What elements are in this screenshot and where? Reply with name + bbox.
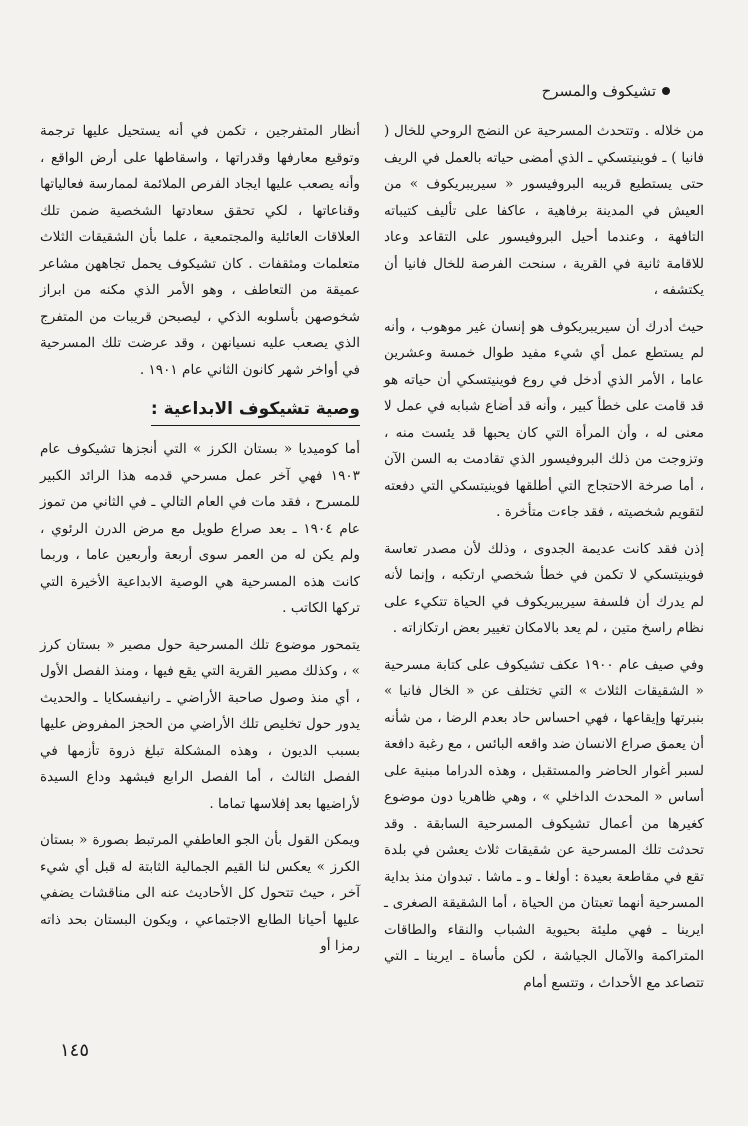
left-paragraph-2: أما كوميديا « بستان الكرز » التي أنجزها تشيكوف عام ١٩٠٣ فهي آخر عمل مسرحي قدمه هذا الرائد الكبير للمسرح ، فقد مات في العام التالي ـ في الثاني من تموز عام ١٩٠٤ ـ بعد صراع طويل مع مرض الدرن الرئوي ، ولم يكن له من العمر سوى أربعة وأربعين عاما ، وربما كانت هذه المسرحية هي الوصية الابداعية الأخيرة التي تركها الكاتب . [40,441,360,616]
right-paragraph-1: من خلاله . وتتحدث المسرحية عن النضج الروحي للخال ( فانيا ) ـ فوينيتسكي ـ الذي أمضى حياته بالعمل في الريف حتى يستطيع قريبه البروفيسور « سيريبريكوف » من العيش في المدينة برفاهية ، عاكفا على تأليف كتيباته التافهة ، وعندما أحيل البروفيسور على التقاعد وعاد للاقامة ثانية في القرية ، سنحت الفرصة للخال فانيا أن يكتشفه ، [384,123,704,298]
left-paragraph-4: ويمكن القول بأن الجو العاطفي المرتبط بصورة « بستان الكرز » يعكس لنا القيم الجمالية الثابتة له قبل أي شيء آخر ، حيث تتحول كل الأحاديث عنه الى مناقشات يضفي عليها أحيانا الطابع الاجتماعي ، ويكون البستان بحد ذاته رمزا أو [40,832,360,954]
right-paragraph-4: وفي صيف عام ١٩٠٠ عكف تشيكوف على كتابة مسرحية « الشقيقات الثلاث » التي تختلف عن « الخال فانيا » بنبرتها وإيقاعها ، فهي احساس حاد بعدم الرضا ، من شأنه أن يعمق صراع الانسان ضد واقعه البائس ، مع رغبة دافعة لسبر أغوار الحاضر والمستقبل ، وهذه الدراما مبنية على أساس « المحدث الداخلي » ، وهي ظاهريا دون موضوع كغيرها من أعمال تشيكوف المسرحية السابقة . وقد تحدثت تلك المسرحية عن شقيقات ثلاث يعشن في بلدة تقع في مقاطعة بعيدة : أولغا ـ و ـ ماشا . تبدوان منذ بداية المسرحية أنهما تعبتان من الحياة ، أما الشقيقة الصغرى ـ ايرينا ـ فهي مليئة بحيوية الشباب والنقاء والطاقات المتراكمة والآمال الجياشة ، لكن مأساة ـ ايرينا ـ التي تتصاعد مع الأحداث ، وتتسع أمام [384,656,704,991]
section-heading: وصية تشيكوف الابداعية : [151,395,360,426]
left-column [40,118,360,970]
page-number: ١٤٥ [60,1040,90,1061]
left-paragraph-3: يتمحور موضوع تلك المسرحية حول مصير « بستان كرز » ، وكذلك مصير القرية التي يقع فيها ، ومنذ الفصل الأول ، أي منذ وصول صاحبة الأراضي ـ رانيفسكايا ـ والحديث يدور حول تخليص تلك الأراضي من الحجز المفروض عليها بسبب الديون ، وهذه المشكلة تبلغ ذروة تأزمها في الفصل الثالث ، أما الفصل الرابع فيشهد وداع السيدة لأراضيها بعد إفلاسها تماما . [40,636,360,812]
running-header [542,82,670,100]
right-paragraph-2: حيث أدرك أن سيريبريكوف هو إنسان غير موهوب ، وأنه لم يستطع عمل أي شيء مفيد طوال خمسة وعشرين عاما ، الأمر الذي أدخل في روع فوينيتسكي أن حياته هو قد قامت على خطأ كبير ، وأنه قد أضاع شبابه في عمل لا معنى له ، وأن المرأة التي كان يحبها قد يئست منه ، وتزوجت من ذلك البروفيسور الذي تقادمت به السن الآن ، أما صرخة الاحتجاج التي أطلقها فوينيتسكي التي دفعته لتقويم شخصيته ، فقد جاءت متأخرة . [384,318,704,520]
right-column [384,118,704,1006]
right-paragraph-3: إذن فقد كانت عديمة الجدوى ، وذلك لأن مصدر تعاسة فوينيتسكي لا تكمن في خطأ شخصي ارتكبه ، وإنما لأنه لم يدرك أن فلسفة سيريبريكوف في الحياة تتكيء على نظام راسخ متين ، لم يعد بالامكان تغيير بعض ارتكازاته . [384,540,704,636]
left-paragraph-1: أنظار المتفرجين ، تكمن في أنه يستحيل عليها ترجمة وتوقيع معارفها وقدراتها ، واسقاطها على أرض الواقع ، وأنه يصعب عليها ايجاد الفرص الملائمة لممارسة فعالياتها وقناعاتها ، لكي تحقق سعادتها الشخصية ضمن تلك العلاقات العائلية والمجتمعية ، علما بأن الشقيقات الثلاث متعلمات ومثقفات . كان تشيكوف يحمل تجاههن مشاعر عميقة من التعاطف ، وهو الأمر الذي مكنه من ابراز شخوصهن بأسلوبه الذكي ، ليصبحن قريبات من المتفرج الذي يصعب عليه نسيانهن ، وقد عرضت تلك المسرحية في أواخر شهر كانون الثاني عام ١٩٠١ . [40,123,360,378]
running-title: تشيكوف والمسرح [541,82,656,100]
bullet-icon [662,87,670,95]
section-heading-wrap [40,393,360,436]
